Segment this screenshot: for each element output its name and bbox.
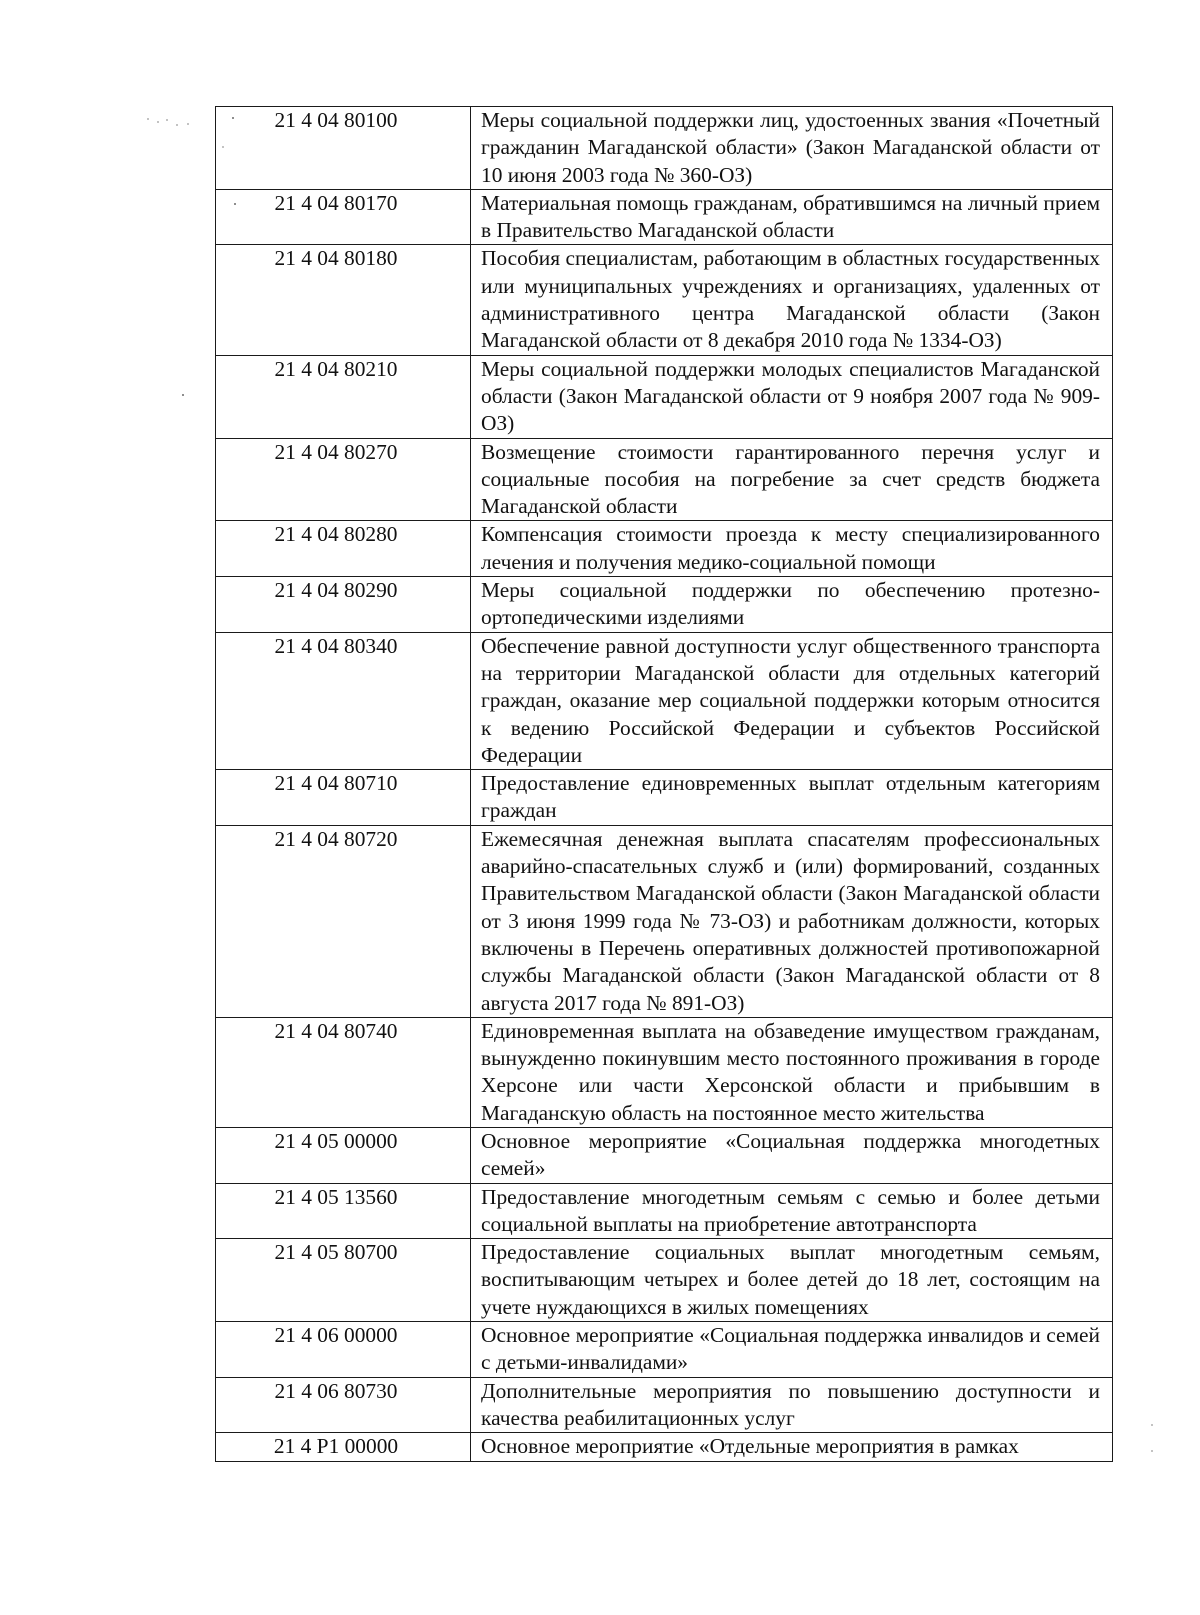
table-row (216, 825, 1113, 1017)
target-article-code: 21 4 06 00000 (216, 1322, 471, 1378)
target-article-code: 21 4 04 80290 (216, 577, 471, 633)
target-article-description: Меры социальной поддержки лиц, удостоенных звания «Почетный гражданин Магаданской области» (Закон Магаданской области от 10 июня 2003 года № 360-ОЗ) (471, 107, 1113, 190)
table-row (216, 438, 1113, 521)
target-article-code: 21 4 04 80180 (216, 245, 471, 355)
target-article-description: Основное мероприятие «Отдельные мероприятия в рамках (471, 1433, 1113, 1461)
table-row (216, 577, 1113, 633)
table-row (216, 1183, 1113, 1239)
target-article-code: 21 4 04 80270 (216, 438, 471, 521)
target-article-description: Меры социальной поддержки молодых специалистов Магаданской области (Закон Магаданской области от 9 ноября 2007 года № 909-ОЗ) (471, 355, 1113, 438)
table-row (216, 107, 1113, 190)
scan-speck (1151, 1424, 1153, 1426)
table-row (216, 1322, 1113, 1378)
target-article-description: Пособия специалистам, работающим в областных государственных или муниципальных учреждениях и организациях, удаленных от административного центра Магаданской области (Закон Магаданской области от 8 декабря 2010 года № 1334-ОЗ) (471, 245, 1113, 355)
table-row (216, 632, 1113, 769)
table-row (216, 245, 1113, 355)
target-article-code: 21 4 04 80170 (216, 189, 471, 245)
scan-speck (182, 394, 184, 396)
target-articles-table (215, 106, 1113, 1462)
target-article-code: 21 4 05 00000 (216, 1127, 471, 1183)
target-article-code: 21 4 04 80740 (216, 1017, 471, 1127)
target-article-code: 21 4 04 80210 (216, 355, 471, 438)
table-row (216, 1239, 1113, 1322)
target-article-description: Предоставление социальных выплат многодетным семьям, воспитывающим четырех и более детей до 18 лет, состоящим на учете нуждающихся в жилых помещениях (471, 1239, 1113, 1322)
scan-speck (1151, 1450, 1153, 1452)
target-article-code: 21 4 04 80340 (216, 632, 471, 769)
scan-speck (147, 118, 149, 120)
target-article-description: Дополнительные мероприятия по повышению доступности и качества реабилитационных услуг (471, 1377, 1113, 1433)
target-article-code: 21 4 04 80710 (216, 770, 471, 826)
target-article-code: 21 4 06 80730 (216, 1377, 471, 1433)
table-row (216, 770, 1113, 826)
table-row (216, 521, 1113, 577)
target-article-code: 21 4 04 80100 (216, 107, 471, 190)
table-row (216, 1127, 1113, 1183)
target-article-description: Единовременная выплата на обзаведение имуществом гражданам, вынужденно покинувшим место постоянного проживания в городе Херсоне или части Херсонской области и прибывшим в Магаданскую область на постоянное место жительства (471, 1017, 1113, 1127)
target-article-code: 21 4 04 80720 (216, 825, 471, 1017)
scan-speck (187, 123, 189, 125)
table-row (216, 355, 1113, 438)
target-article-description: Предоставление многодетным семьям с семью и более детьми социальной выплаты на приобретение автотранспорта (471, 1183, 1113, 1239)
target-article-description: Возмещение стоимости гарантированного перечня услуг и социальные пособия на погребение за счет средств бюджета Магаданской области (471, 438, 1113, 521)
target-article-description: Ежемесячная денежная выплата спасателям профессиональных аварийно-спасательных служб и (или) формирований, созданных Правительством Магаданской области (Закон Магаданской области от 3 июня 1999 года № 73-ОЗ) и работникам должности, которых включены в Перечень оперативных должностей противопожарной службы Магаданской области (Закон Магаданской области от 8 августа 2017 года № 891-ОЗ) (471, 825, 1113, 1017)
target-article-code: 21 4 05 13560 (216, 1183, 471, 1239)
table-body (216, 107, 1113, 1462)
target-article-description: Основное мероприятие «Социальная поддержка инвалидов и семей с детьми-инвалидами» (471, 1322, 1113, 1378)
target-article-description: Компенсация стоимости проезда к месту специализированного лечения и получения медико-социальной помощи (471, 521, 1113, 577)
target-article-description: Материальная помощь гражданам, обратившимся на личный прием в Правительство Магаданской области (471, 189, 1113, 245)
target-article-description: Меры социальной поддержки по обеспечению протезно-ортопедическими изделиями (471, 577, 1113, 633)
target-article-code: 21 4 Р1 00000 (216, 1433, 471, 1461)
scan-speck (176, 124, 178, 126)
scan-speck (157, 121, 159, 123)
target-article-code: 21 4 05 80700 (216, 1239, 471, 1322)
target-article-description: Обеспечение равной доступности услуг общественного транспорта на территории Магаданской области для отдельных категорий граждан, оказание мер социальной поддержки которым относится к ведению Российской Федерации и субъектов Российской Федерации (471, 632, 1113, 769)
target-article-description: Основное мероприятие «Социальная поддержка многодетных семей» (471, 1127, 1113, 1183)
table-row (216, 1017, 1113, 1127)
target-article-code: 21 4 04 80280 (216, 521, 471, 577)
table-row (216, 189, 1113, 245)
target-article-description: Предоставление единовременных выплат отдельным категориям граждан (471, 770, 1113, 826)
scan-speck (166, 119, 168, 121)
table-row (216, 1433, 1113, 1461)
table-row (216, 1377, 1113, 1433)
